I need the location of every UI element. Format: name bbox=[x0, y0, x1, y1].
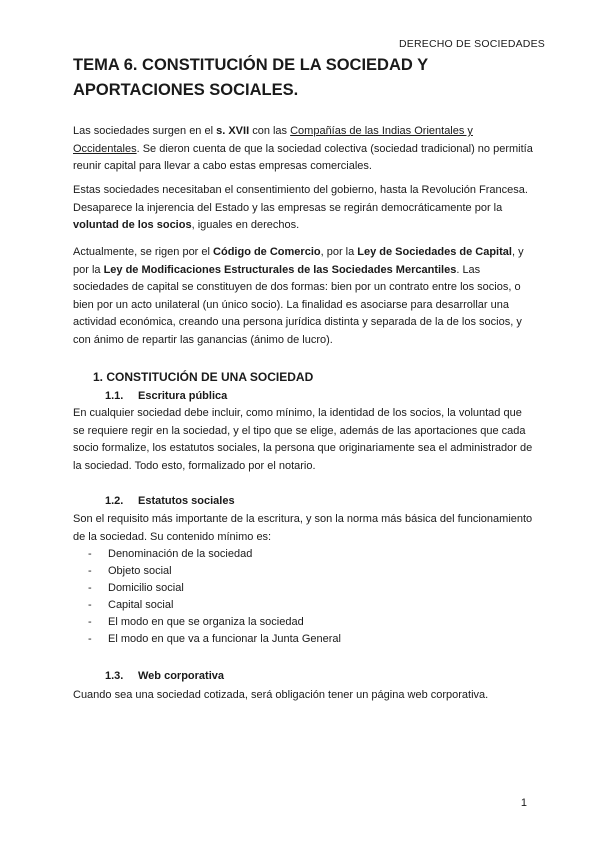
dash-bullet: - bbox=[88, 616, 92, 628]
text-run: , y por la bbox=[73, 246, 524, 276]
subsection-1-1-heading bbox=[105, 388, 227, 404]
century-bold: s. XVII bbox=[216, 125, 250, 137]
document-title: TEMA 6. CONSTITUCIÓN DE LA SOCIEDAD Y APORTACIONES SOCIALES. bbox=[73, 56, 428, 99]
dash-bullet: - bbox=[88, 548, 92, 560]
codigo-comercio-bold: Código de Comercio bbox=[213, 246, 321, 258]
list-item-text: Capital social bbox=[108, 599, 174, 611]
list-item-text: El modo en que va a funcionar la Junta General bbox=[108, 633, 341, 645]
section-1-heading: 1. CONSTITUCIÓN DE UNA SOCIEDAD bbox=[93, 370, 314, 384]
dash-bullet: - bbox=[88, 582, 92, 594]
text-run: Las sociedades surgen en el bbox=[73, 125, 217, 137]
text-run: . Las sociedades de capital se constituyen de dos formas: bien por un contrato entre los socios, o bien por un acto unilateral (un único socio). La finalidad es asociarse para desarrollar una actividad económica, creando una persona jurídica distinta y separada de la de los socios, y con ánimo de repartir las ganancias (ánimo de lucro). bbox=[73, 263, 522, 346]
subsection-number: 1.2. bbox=[105, 495, 124, 507]
subsection-number: 1.1. bbox=[105, 390, 124, 402]
list-item-text: Domicilio social bbox=[108, 582, 184, 594]
ley-sociedades-capital-bold: Ley de Sociedades de Capital bbox=[357, 246, 512, 258]
companias-underlined: Compañías de las Indias Orientales y Occidentales bbox=[73, 125, 473, 155]
dash-bullet: - bbox=[88, 633, 92, 645]
paragraph: En cualquier sociedad debe incluir, como mínimo, la identidad de los socios, la voluntad que se requiere regir en la sociedad, y el tipo que se elige, además de las aportaciones que cada socio formalize, los estatutos sociales, la persona que originariamente sea el administrador de la sociedad. Todo esto, formalizado por el notario. bbox=[73, 407, 533, 472]
subsection-number: 1.3. bbox=[105, 670, 124, 682]
list-item-text: Denominación de la sociedad bbox=[108, 548, 253, 560]
subsection-title: Escritura pública bbox=[138, 390, 228, 402]
list-item bbox=[88, 563, 341, 580]
intro-paragraph-2 bbox=[73, 182, 533, 235]
subsection-1-3-heading bbox=[105, 668, 224, 684]
text-run: Actualmente, se rigen por el bbox=[73, 246, 214, 258]
subsection-1-2-heading bbox=[105, 493, 235, 509]
paragraph: Cuando sea una sociedad cotizada, será obligación tener un página web corporativa. bbox=[73, 689, 489, 701]
text-run: . Se dieron cuenta de que la sociedad colectiva (sociedad tradicional) no permitía reunir capital para llevar a cabo estas empresas comerciales. bbox=[73, 142, 533, 172]
ley-modificaciones-bold: Ley de Modificaciones Estructurales de las Sociedades Mercantiles bbox=[103, 263, 457, 276]
text-run: con las bbox=[249, 125, 291, 137]
running-header: DERECHO DE SOCIEDADES bbox=[399, 38, 545, 50]
subsection-title: Web corporativa bbox=[138, 670, 224, 682]
estatutos-list bbox=[88, 546, 341, 648]
list-item bbox=[88, 597, 341, 614]
voluntad-bold: voluntad de los socios bbox=[73, 219, 192, 231]
dash-bullet: - bbox=[88, 565, 92, 577]
list-item bbox=[88, 546, 341, 563]
list-item-text: El modo en que se organiza la sociedad bbox=[108, 616, 304, 628]
dash-bullet: - bbox=[88, 599, 92, 611]
page-number: 1 bbox=[520, 797, 527, 809]
text-run: Estas sociedades necesitaban el consentimiento del gobierno, hasta la Revolución Francesa. Desaparece la injerencia del Estado y las empresas se regirán democráticamente por la bbox=[73, 184, 528, 214]
text-run: , por la bbox=[320, 246, 358, 258]
paragraph: Son el requisito más importante de la escritura, y son la norma más básica del funcionamiento de la sociedad. Su contenido mínimo es: bbox=[73, 513, 533, 543]
list-item bbox=[88, 631, 341, 648]
text-run: , iguales en derechos. bbox=[191, 219, 300, 231]
list-item-text: Objeto social bbox=[108, 565, 172, 577]
subsection-1-2-text bbox=[73, 511, 533, 546]
intro-paragraph-3 bbox=[73, 244, 533, 349]
subsection-1-3-text bbox=[73, 687, 533, 705]
subsection-title: Estatutos sociales bbox=[138, 495, 235, 507]
subsection-1-1-text bbox=[73, 405, 533, 475]
intro-paragraph-1 bbox=[73, 123, 533, 176]
list-item bbox=[88, 580, 341, 597]
list-item bbox=[88, 614, 341, 631]
